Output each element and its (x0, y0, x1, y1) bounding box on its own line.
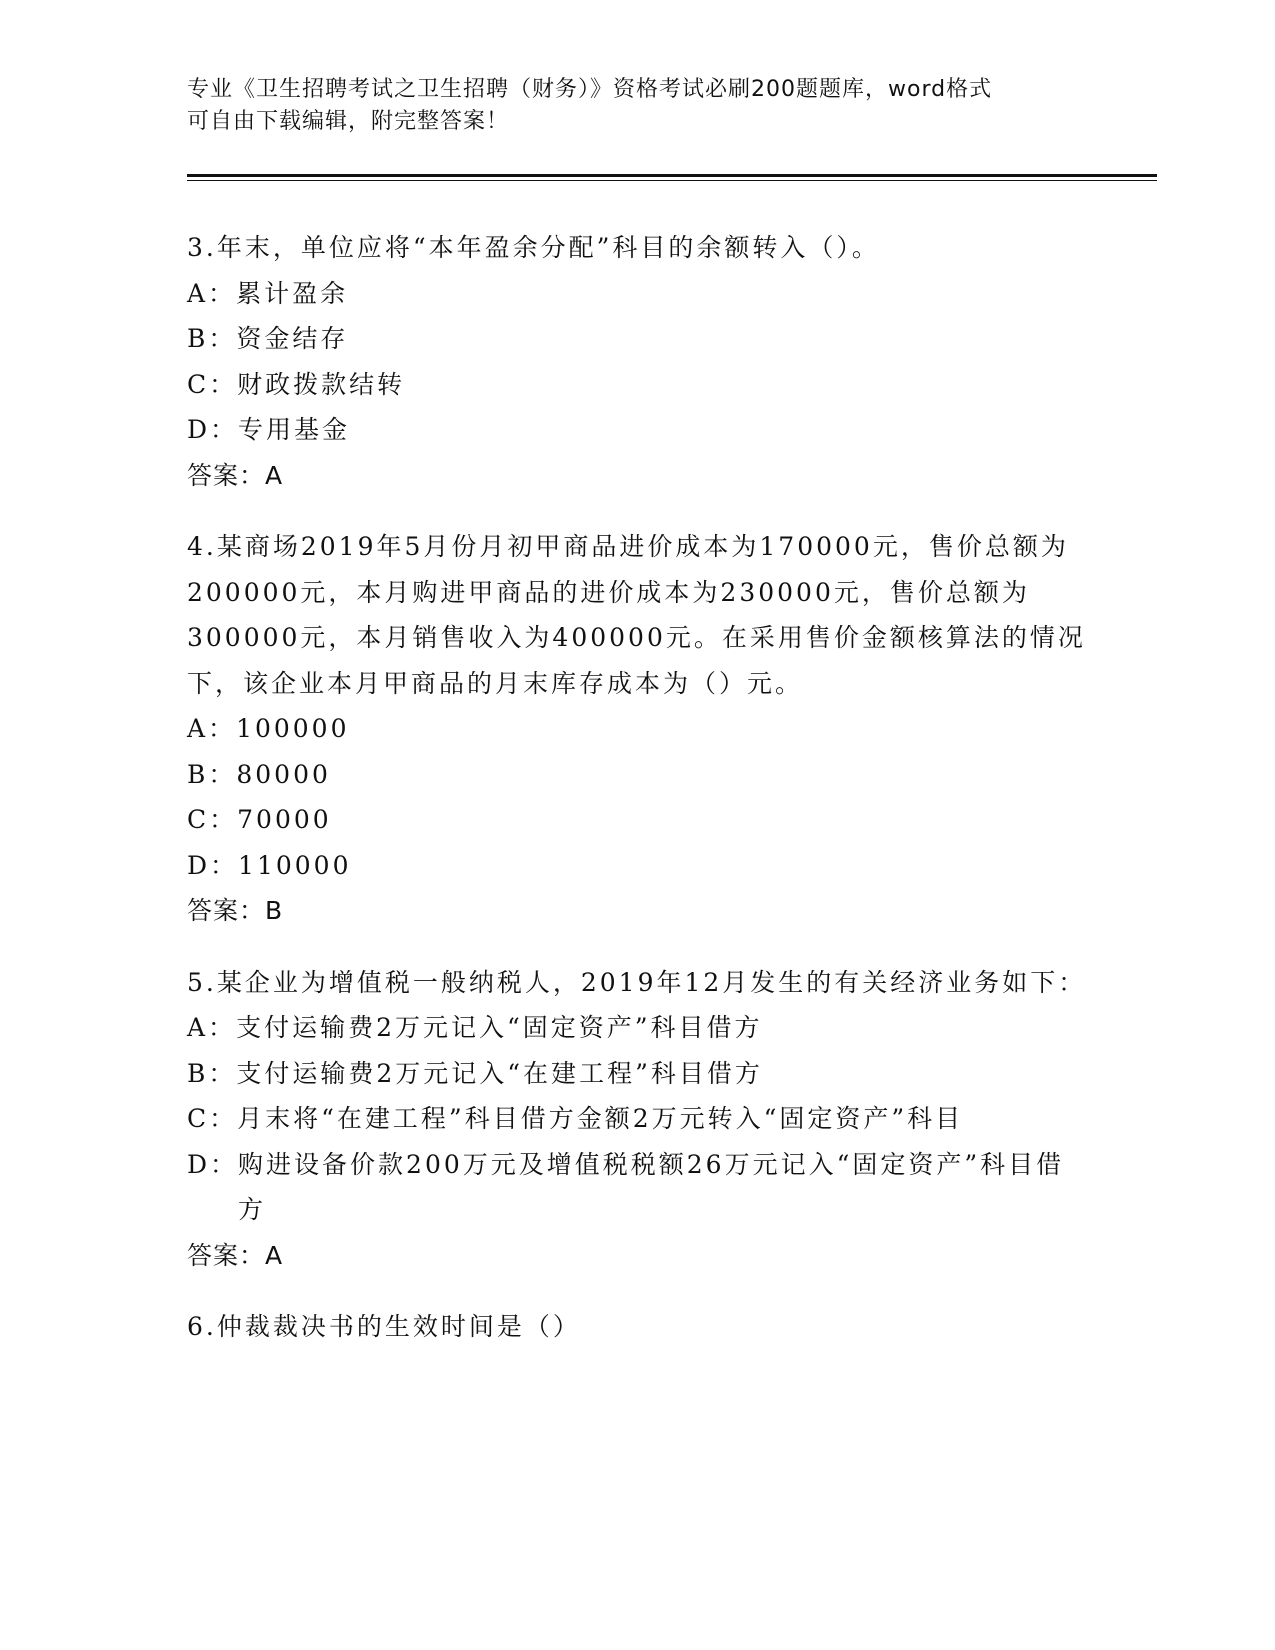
option-c (187, 1096, 1087, 1142)
option-d (187, 407, 1087, 453)
option-a (187, 706, 1087, 752)
option-d (187, 1142, 1087, 1233)
option-letter: A： (187, 278, 237, 308)
option-letter: C： (187, 805, 238, 834)
option-text: 100000 (236, 714, 350, 743)
option-text: 110000 (238, 850, 352, 880)
option-text: 月末将“在建工程”科目借方金额2万元转入“固定资产”科目 (237, 1104, 964, 1133)
option-text: 支付运输费2万元记入“固定资产”科目借方 (236, 1013, 763, 1042)
question-list (187, 225, 1087, 1376)
header-line-2: 可自由下载编辑，附完整答案！ (187, 109, 510, 134)
option-text: 累计盈余 (236, 278, 349, 308)
header-line-1: 专业《卫生招聘考试之卫生招聘（财务）》资格考试必刷200题题库，word格式 (187, 77, 993, 102)
header-divider-thick (187, 174, 1157, 177)
question-stem: 3.年末，单位应将“本年盈余分配”科目的余额转入（）。 (187, 233, 880, 262)
option-text: 资金结存 (236, 324, 349, 353)
option-b (187, 1051, 1087, 1097)
question-3 (187, 225, 1087, 498)
option-c (187, 362, 1087, 408)
option-letter: B： (187, 759, 237, 789)
option-text: 支付运输费2万元记入“在建工程”科目借方 (236, 1058, 763, 1088)
option-text: 财政拨款结转 (237, 369, 406, 399)
option-c (187, 797, 1087, 843)
answer-line: 答案：B (187, 896, 284, 925)
header-divider-thin (187, 180, 1157, 181)
option-text: 购进设备价款200万元及增值税税额26万元记入“固定资产”科目借方 (238, 1149, 1065, 1224)
option-letter: C： (187, 1104, 238, 1133)
option-a (187, 271, 1087, 317)
question-5 (187, 960, 1087, 1279)
option-letter: D： (187, 850, 239, 880)
option-letter: C： (187, 369, 238, 399)
option-text: 专用基金 (238, 415, 351, 444)
option-letter: D： (187, 1149, 239, 1179)
option-a (187, 1005, 1087, 1051)
answer-line: 答案：A (187, 460, 284, 490)
question-stem: 5.某企业为增值税一般纳税人，2019年12月发生的有关经济业务如下： (187, 967, 1087, 997)
question-stem: 6.仲裁裁决书的生效时间是（） (187, 1312, 581, 1341)
document-header (187, 74, 1087, 138)
option-letter: A： (187, 1013, 237, 1042)
option-letter: B： (187, 324, 237, 353)
option-text: 70000 (237, 805, 332, 834)
answer-line: 答案：A (187, 1240, 284, 1270)
question-6 (187, 1304, 1087, 1350)
option-text: 80000 (236, 759, 331, 789)
option-letter: D： (187, 415, 239, 444)
option-b (187, 752, 1087, 798)
option-d (187, 843, 1087, 889)
question-stem: 4.某商场2019年5月份月初甲商品进价成本为170000元，售价总额为200000元，本月购进甲商品的进价成本为230000元，售价总额为300000元，本月销售收入为400000元。在采用售价金额核算法的情况下，该企业本月甲商品的月末库存成本为（）元。 (187, 532, 1086, 698)
option-b (187, 316, 1087, 362)
option-letter: B： (187, 1058, 237, 1088)
option-letter: A： (187, 714, 237, 743)
question-4 (187, 524, 1087, 934)
